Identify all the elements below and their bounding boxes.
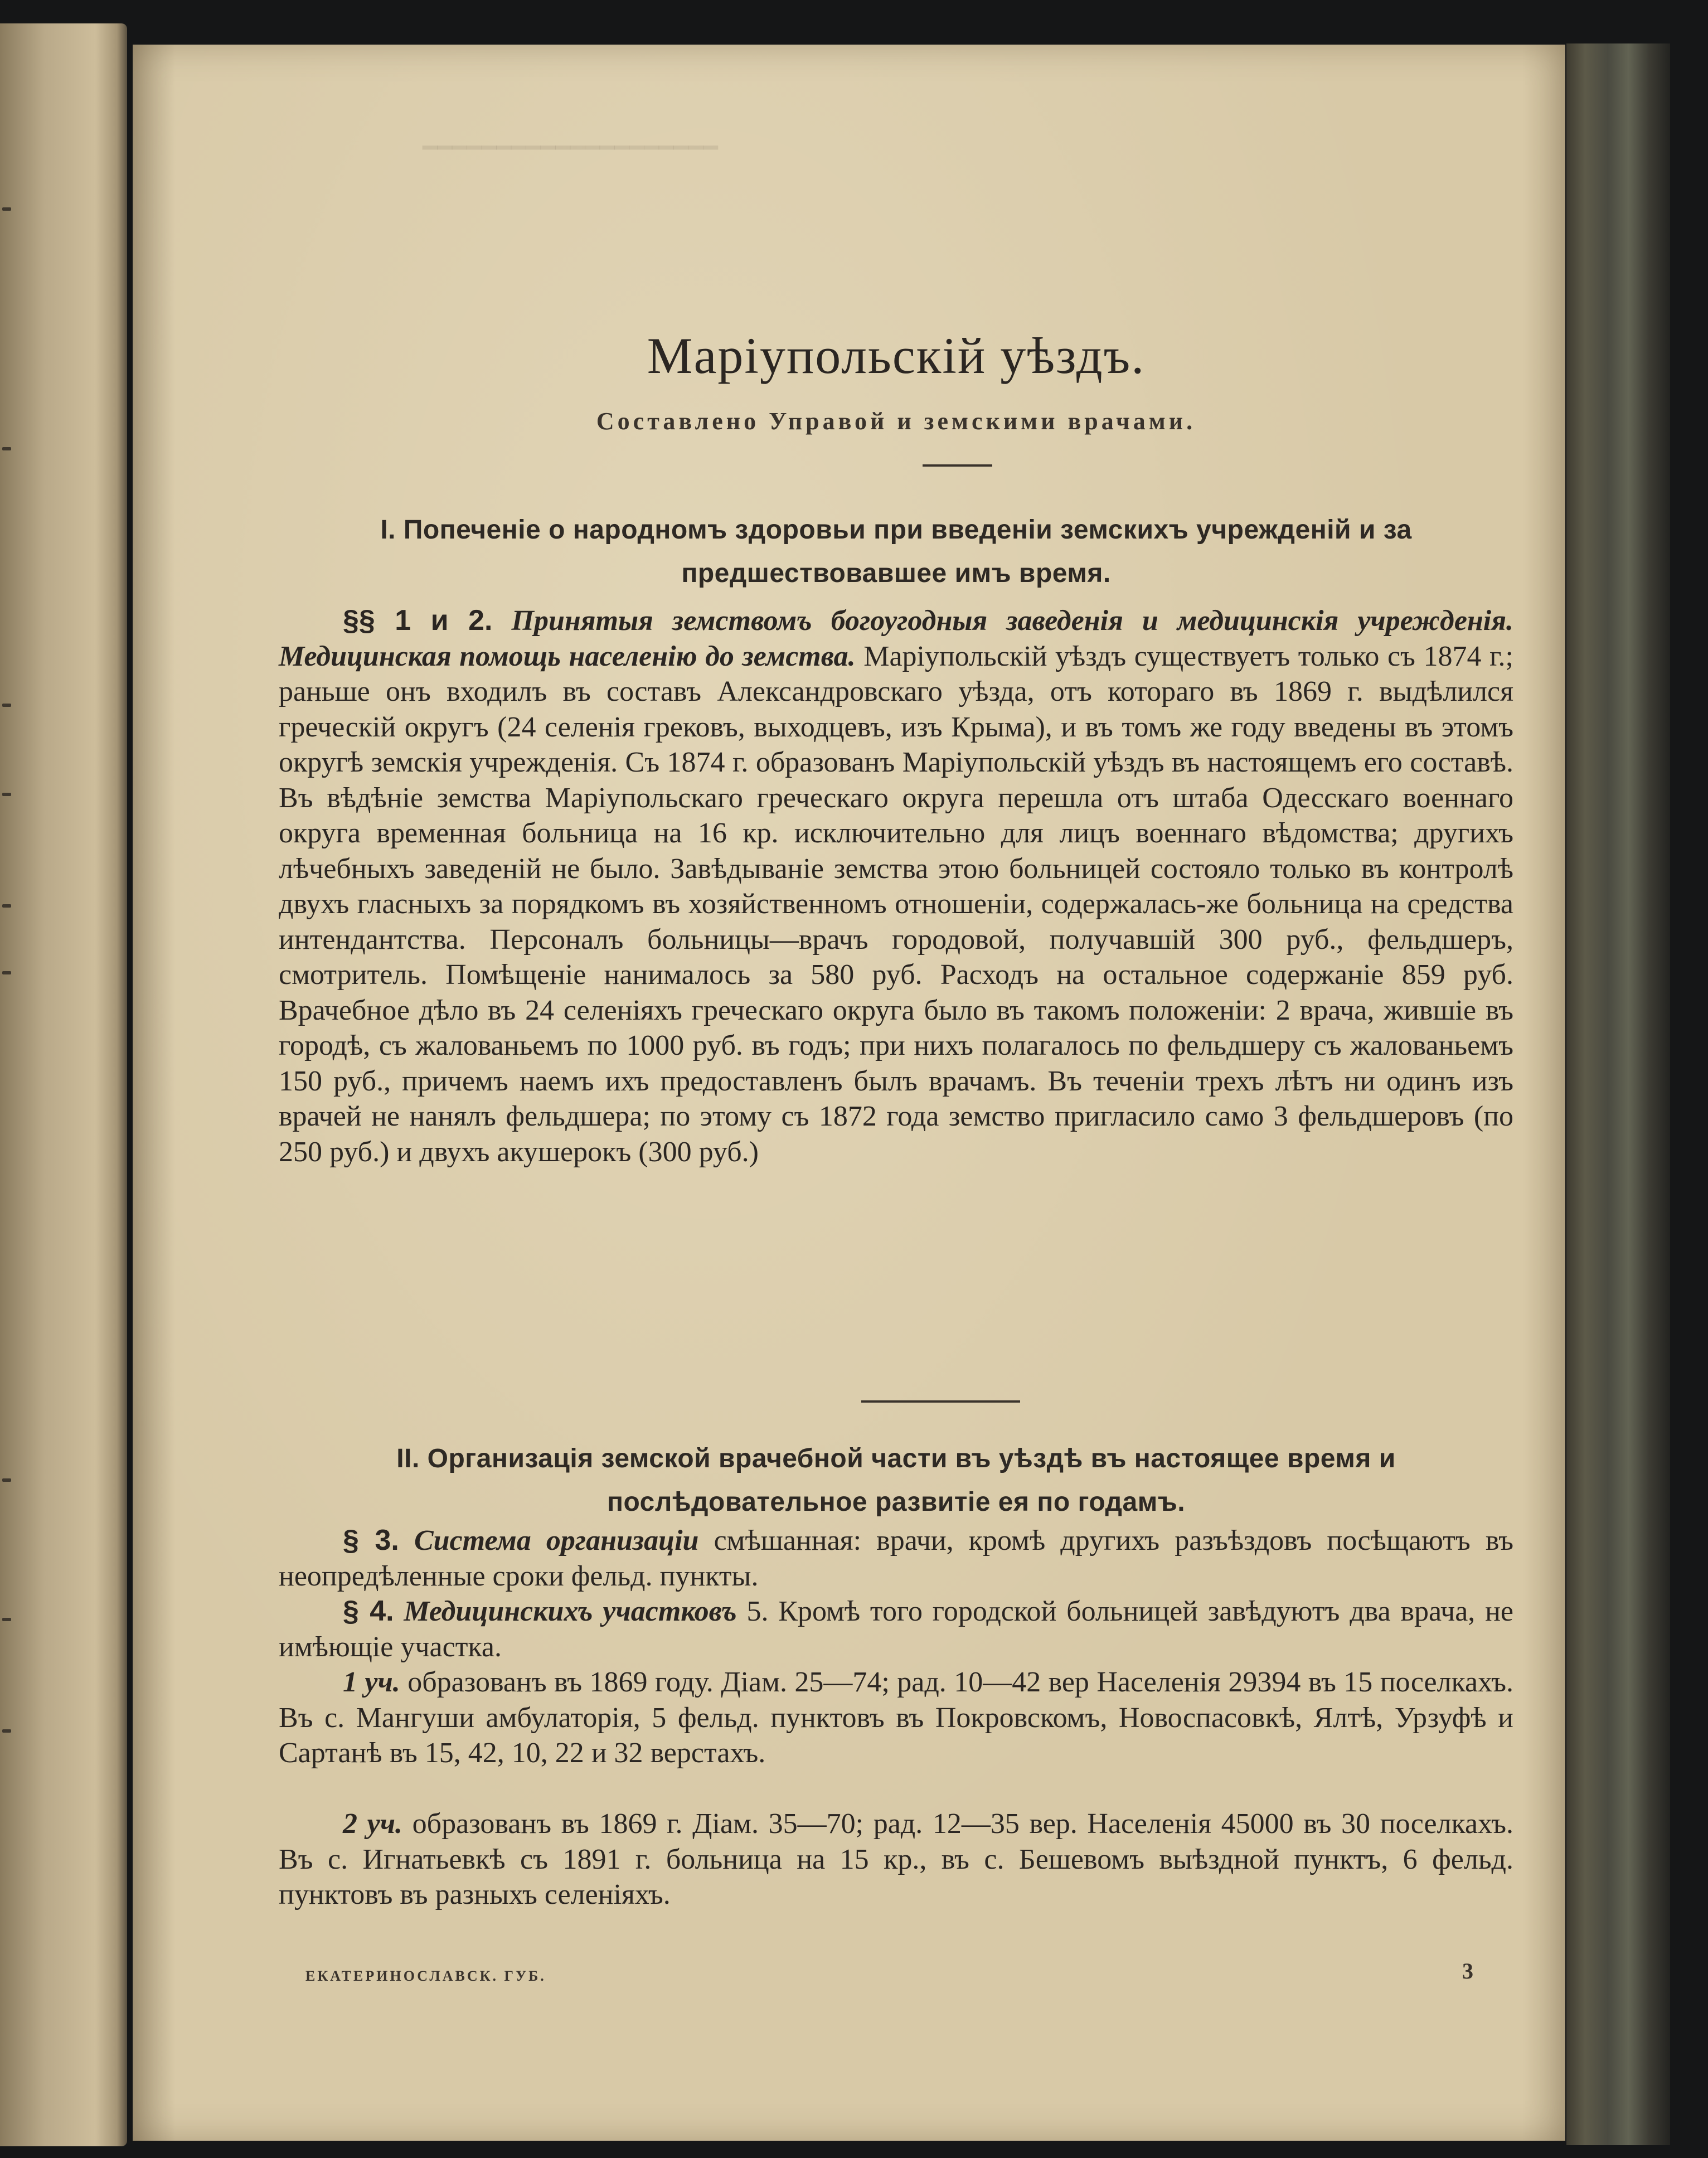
page-edge-mark (2, 793, 11, 796)
page-edge-mark (2, 1729, 11, 1733)
page-edge-mark (2, 447, 11, 450)
italic-heading: 1 уч. (343, 1666, 400, 1698)
paragraph-text: смѣшанная: врачи, кромѣ другихъ разъѣздовъ посѣщаютъ въ неопредѣленные сроки фельд. пункты. (279, 1525, 1514, 1592)
district-1-paragraph (279, 1665, 1513, 1771)
page-edge-mark (2, 904, 11, 908)
district-2-paragraph (279, 1806, 1513, 1913)
bleed-through-text: ━━━━━━━━━━━━━━━━━━━━ (423, 134, 718, 162)
page-edge-mark (2, 207, 11, 211)
italic-heading: Система организаціи (414, 1525, 699, 1556)
section-2-heading: II. Организація земской врачебной части въ уѣздѣ въ настоящее время и послѣдовательное развитіе ея по годамъ. (396, 1444, 1396, 1517)
page-edge-mark (2, 704, 11, 707)
paragraph-text: Маріупольскій уѣздъ существуетъ только съ 1874 г.; раньше онъ входилъ въ составъ Александровскаго уѣзда, отъ котораго въ 1869 г. выдѣлился греческій округъ (24 селенія грековъ, выходцевъ, изъ Крыма), и въ томъ же году введены въ этомъ округѣ земскія учрежденія. Съ 1874 г. образованъ Маріупольскій уѣздъ въ настоящемъ его составѣ. Въ вѣдѣніе земства Маріупольскаго греческаго округа перешла отъ штаба Одесскаго военнаго округа временная больница на 16 кр. исключительно для лицъ военнаго вѣдомства; другихъ лѣчебныхъ заведеній не было. Завѣдываніе земства этою больницей состояло только въ контролѣ двухъ гласныхъ за порядкомъ въ хозяйственномъ отношеніи, содержалась-же больница на средства интендантства. Персоналъ больницы—врачъ городовой, получавшій 300 руб., фельдшеръ, смотритель. Помѣщеніе нанималось за 580 руб. Расходъ на остальное содержаніе 859 руб. Врачебное дѣло въ 24 селеніяхъ греческаго округа было въ такомъ положеніи: 2 врача, жившіе въ городѣ, съ жалованьемъ по 1000 руб. въ годъ; при нихъ полагалось по фельдшеру съ жалованьемъ 150 руб., причемъ наемъ ихъ предоставленъ былъ врачамъ. Въ теченіи трехъ лѣтъ ни одинъ изъ врачей не нанялъ фельдшера; по этому съ 1872 года земство пригласило само 3 фельдшеровъ (по 250 руб.) и двухъ акушерокъ (300 руб.) (279, 640, 1513, 1168)
book-page (133, 45, 1565, 2141)
left-page-edge (0, 23, 127, 2146)
italic-heading: Принятыя земствомъ богоугодныя заведенія и медицинскія учрежденія. Медицинская помощь населенію до земства. (279, 605, 1513, 672)
paragraph-text: 5. Кромѣ того городской больницей завѣдуютъ два врача, не имѣющіе участка. (279, 1596, 1514, 1663)
page-edge-mark (2, 1478, 11, 1482)
section-mark: § 3. (343, 1524, 399, 1556)
page-title: Маріупольскій уѣздъ. (647, 327, 1146, 384)
italic-heading: 2 уч. (343, 1808, 402, 1840)
paragraph-3 (279, 1523, 1513, 1594)
footer-number: 3 (1462, 1958, 1473, 1984)
italic-heading: Медицинскихъ участковъ (404, 1596, 737, 1627)
page-edge-mark (2, 1618, 11, 1621)
title-divider (923, 464, 992, 467)
section-1-paragraph (279, 603, 1513, 1170)
book-binding (1566, 43, 1670, 2145)
paragraph-text: образованъ въ 1869 г. Діам. 35—70; рад. 12—35 вер. Населенія 45000 въ 30 поселкахъ. Въ с. Игнатьевкѣ съ 1891 г. больница на 15 кр., въ с. Бешевомъ выѣздной пунктъ, 6 фельд. пунктовъ въ разныхъ селеніяхъ. (279, 1808, 1514, 1910)
page-subtitle: Составлено Управой и земскими врачами. (596, 408, 1196, 435)
page-edge-mark (2, 971, 11, 974)
paragraph-text: образованъ въ 1869 году. Діам. 25—74; рад. 10—42 вер Населенія 29394 въ 15 поселкахъ. Въ с. Мангуши амбулаторія, 5 фельд. пунктовъ въ Покровскомъ, Новоспасовкѣ, Ялтѣ, Урзуфѣ и Сартанѣ въ 15, 42, 10, 22 и 32 верстахъ. (279, 1666, 1514, 1769)
section-mark: §§ 1 и 2. (343, 604, 493, 637)
section-divider (861, 1400, 1020, 1403)
paragraph-4 (279, 1594, 1513, 1665)
section-1-heading: I. Попеченіе о народномъ здоровьи при введеніи земскихъ учрежденій и за предшествовавшее имъ время. (380, 515, 1412, 588)
footer-signature: ЕКАТЕРИНОСЛАВСК. ГУБ. (305, 1968, 546, 1984)
section-mark: § 4. (343, 1595, 394, 1627)
